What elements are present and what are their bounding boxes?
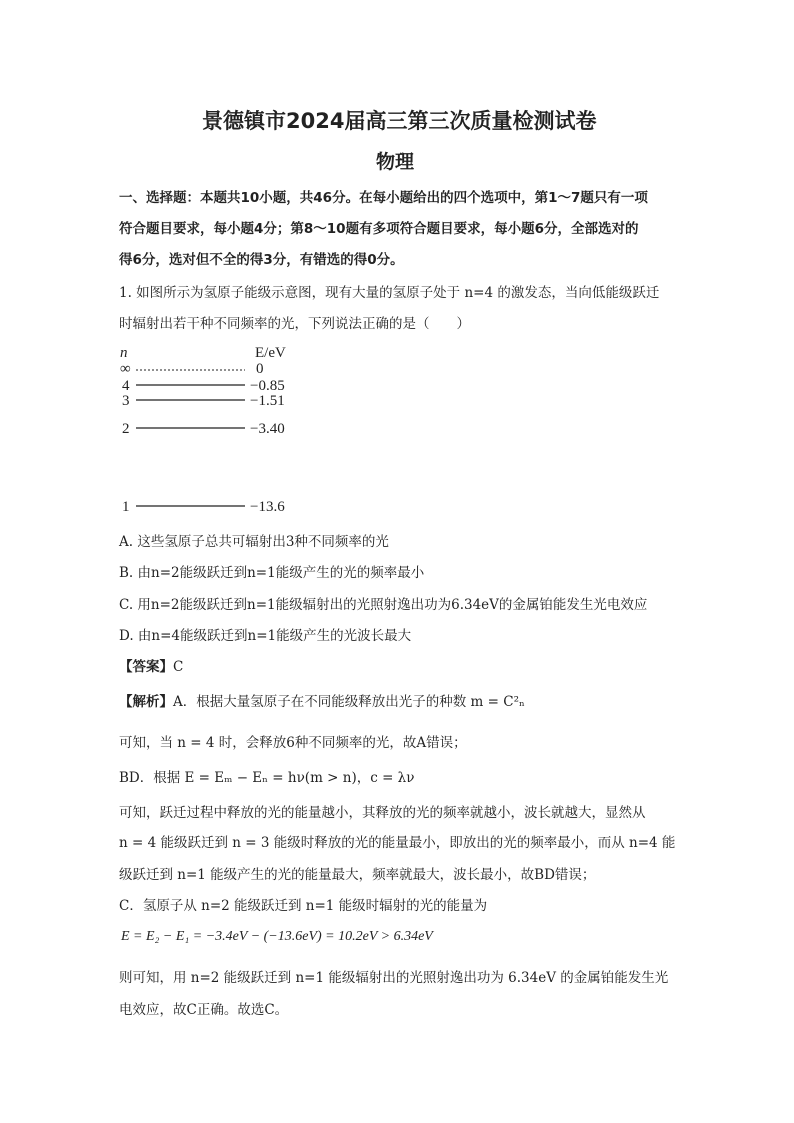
option-a: A. 这些氢原子总共可辐射出3种不同频率的光 bbox=[119, 534, 389, 550]
level-e-1: −13.6 bbox=[250, 499, 285, 515]
analysis-line-3: BD．根据 E = Eₘ − Eₙ = hν(m > n)，c = λν bbox=[119, 770, 415, 786]
answer-value: C bbox=[173, 659, 184, 675]
analysis-line-6: 级跃迁到 n=1 能级产生的光的能量最大，频率就最大，波长最小，故BD错误； bbox=[119, 867, 596, 883]
analysis-line-10: 电效应，故C正确。故选C。 bbox=[119, 1002, 289, 1018]
analysis-line-9: 则可知，用 n=2 能级跃迁到 n=1 能级辐射出的光照射逸出功为 6.34eV 的金属铂能发生光 bbox=[119, 970, 669, 986]
level-e-inf: 0 bbox=[256, 361, 264, 377]
page-title: 景德镇市2024届高三第三次质量检测试卷 bbox=[202, 109, 597, 133]
question-stem-line-2: 时辐射出若干种不同频率的光，下列说法正确的是（ ） bbox=[119, 316, 470, 332]
question-stem-line-1: 1. 如图所示为氢原子能级示意图，现有大量的氢原子处于 n=4 的激发态，当向低能级跃迁 bbox=[119, 285, 660, 301]
analysis-tag: 【解析】 bbox=[119, 694, 173, 710]
level-e-3: −1.51 bbox=[250, 393, 285, 409]
level-n-4: 4 bbox=[122, 378, 130, 394]
section-instruction-line-3: 得6分，选对但不全的得3分，有错选的得0分。 bbox=[119, 252, 404, 268]
analysis-line-2: 可知，当 n = 4 时，会释放6种不同频率的光，故A错误； bbox=[119, 735, 467, 751]
analysis-text-1: A．根据大量氢原子在不同能级释放出光子的种数 m = C²ₙ bbox=[173, 694, 525, 710]
axis-e-label: E/eV bbox=[255, 345, 286, 361]
analysis-line-4: 可知，跃迁过程中释放的光的能量越小，其释放的光的频率就越小，波长就越大，显然从 bbox=[119, 805, 646, 821]
section-instruction-line-2: 符合题目要求，每小题4分；第8～10题有多项符合题目要求，每小题6分，全部选对的 bbox=[119, 221, 639, 237]
energy-level-diagram bbox=[110, 340, 310, 520]
axis-n-label: n bbox=[120, 345, 128, 361]
option-d: D. 由n=4能级跃迁到n=1能级产生的光波长最大 bbox=[119, 628, 412, 644]
section-instruction-line-1: 一、选择题：本题共10小题，共46分。在每小题给出的四个选项中，第1～7题只有一项 bbox=[119, 190, 648, 206]
level-n-1: 1 bbox=[122, 499, 130, 515]
analysis-line-1 bbox=[119, 690, 525, 710]
option-b: B. 由n=2能级跃迁到n=1能级产生的光的频率最小 bbox=[119, 565, 425, 581]
analysis-line-5: n = 4 能级跃迁到 n = 3 能级时释放的光的能量最小，即放出的光的频率最小，而从 n=4 能 bbox=[119, 835, 676, 851]
level-n-2: 2 bbox=[122, 421, 130, 437]
level-e-4: −0.85 bbox=[250, 378, 285, 394]
analysis-line-7: C．氢原子从 n=2 能级跃迁到 n=1 能级时辐射的光的能量为 bbox=[119, 898, 488, 914]
level-e-2: −3.40 bbox=[250, 421, 285, 437]
analysis-equation: E = E₂ − E₁ = −3.4eV − (−13.6eV) = 10.2eV > 6.34eV bbox=[121, 929, 433, 944]
subject-title: 物理 bbox=[376, 151, 415, 173]
level-n-3: 3 bbox=[122, 393, 130, 409]
option-c: C. 用n=2能级跃迁到n=1能级辐射出的光照射逸出功为6.34eV的金属铂能发生光电效应 bbox=[119, 597, 648, 613]
answer-line bbox=[119, 655, 183, 675]
level-n-inf: ∞ bbox=[120, 361, 131, 377]
answer-tag: 【答案】 bbox=[119, 659, 173, 675]
